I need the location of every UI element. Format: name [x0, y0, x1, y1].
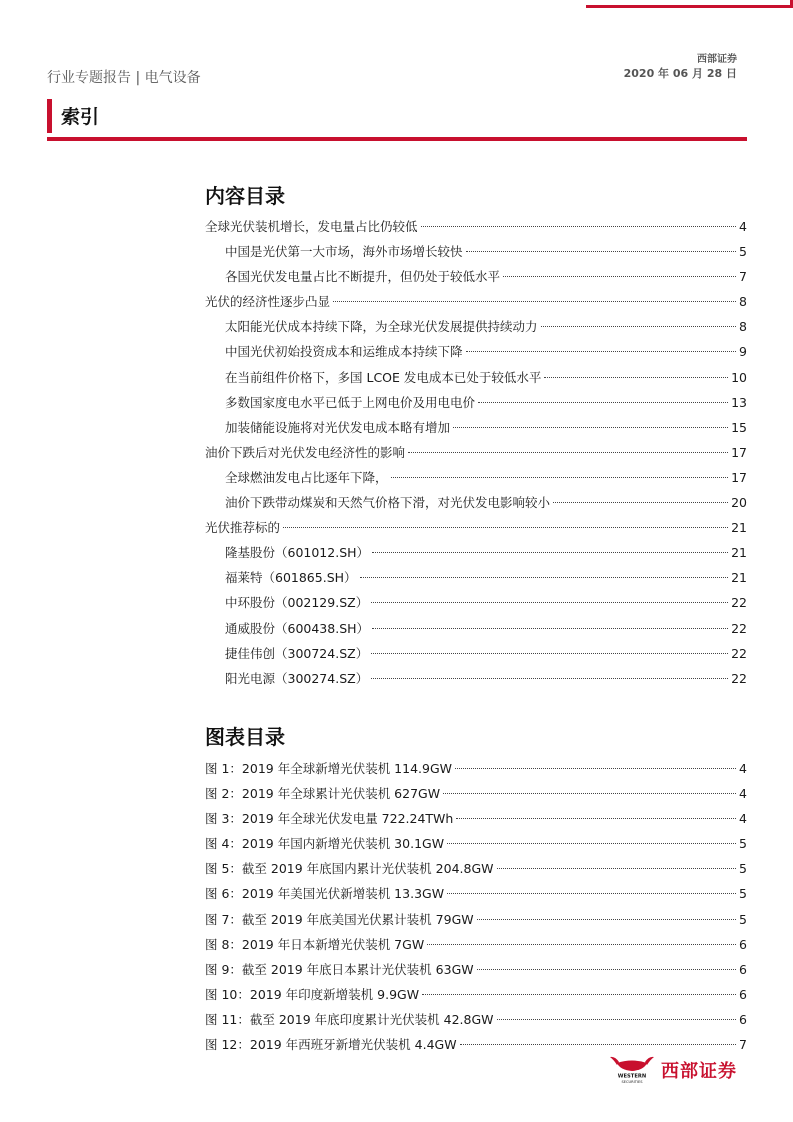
- toc-entry-page: 8: [739, 294, 747, 310]
- toc-entry-label: 图 5：截至 2019 年底国内累计光伏装机 204.8GW: [205, 861, 494, 877]
- contents-heading: 内容目录: [205, 184, 285, 208]
- toc-entry-page: 7: [739, 269, 747, 285]
- toc-entry-label: 光伏推荐标的: [205, 520, 281, 536]
- title-accent-bar: [47, 99, 52, 133]
- section-title-band: [47, 99, 747, 142]
- toc-entry-page: 4: [739, 761, 747, 776]
- toc-leader-dots: [427, 944, 736, 945]
- toc-entry-label: 全球光伏装机增长，发电量占比仍较低: [205, 219, 418, 234]
- toc-entry[interactable]: [205, 214, 747, 239]
- toc-entry[interactable]: [205, 856, 747, 881]
- logo-text-cn: 西部证券: [661, 1061, 737, 1082]
- toc-entry-label: 光伏的经济性逐步凸显: [205, 294, 331, 310]
- toc-leader-dots: [408, 452, 728, 453]
- toc-leader-dots: [466, 351, 737, 352]
- footer-logo: [607, 1054, 752, 1084]
- toc-entry-label: 图 2：2019 年全球累计光伏装机 627GW: [205, 786, 441, 802]
- toc-entry-label: 全球燃油发电占比逐年下降，: [225, 469, 388, 485]
- toc-entry[interactable]: [205, 339, 747, 364]
- toc-entry[interactable]: [205, 239, 747, 264]
- toc-entry-label: 图 10：2019 年印度新增装机 9.9GW: [205, 986, 420, 1002]
- toc-entry[interactable]: [205, 264, 747, 289]
- toc-entry-label: 图 4：2019 年国内新增光伏装机 30.1GW: [205, 836, 445, 852]
- toc-entry-page: 4: [739, 219, 747, 234]
- title-rule: [47, 137, 747, 141]
- toc-entry-page: 10: [731, 369, 747, 385]
- toc-entry-label: 各国光伏发电量占比不断提升，但仍处于较低水平: [225, 269, 501, 285]
- toc-entry-label: 太阳能光伏成本持续下降，为全球光伏发展提供持续动力: [225, 319, 538, 335]
- toc-entry-label: 隆基股份（601012.SH）: [225, 545, 370, 561]
- toc-leader-dots: [391, 477, 729, 478]
- toc-entry-page: 6: [739, 986, 747, 1002]
- toc-entry-page: 4: [739, 786, 747, 802]
- header-accent-bar: [586, 5, 793, 8]
- toc-entry-page: 20: [731, 495, 747, 511]
- toc-entry-label: 通威股份（600438.SH）: [225, 620, 370, 636]
- toc-entry[interactable]: [205, 565, 747, 590]
- toc-entry-page: 5: [739, 886, 747, 902]
- toc-entry[interactable]: [205, 932, 747, 957]
- toc-leader-dots: [360, 577, 729, 578]
- toc-leader-dots: [456, 818, 736, 819]
- contents-list: [205, 214, 747, 691]
- toc-entry-label: 油价下跌带动煤炭和天然气价格下滑，对光伏发电影响较小: [225, 495, 551, 511]
- toc-entry[interactable]: [205, 590, 747, 615]
- toc-entry-label: 阳光电源（300274.SZ）: [225, 670, 369, 686]
- bull-logo-icon: [607, 1054, 657, 1084]
- toc-entry-page: 22: [731, 670, 747, 686]
- toc-entry[interactable]: [205, 490, 747, 515]
- toc-entry-page: 21: [731, 545, 747, 561]
- toc-leader-dots: [447, 843, 736, 844]
- toc-leader-dots: [371, 678, 728, 679]
- section-title: 索引: [61, 106, 100, 128]
- toc-entry[interactable]: [205, 756, 747, 781]
- toc-entry-page: 6: [739, 961, 747, 977]
- toc-entry[interactable]: [205, 1007, 747, 1032]
- toc-leader-dots: [422, 994, 736, 995]
- report-date: 2020 年 06 月 28 日: [623, 67, 737, 80]
- toc-entry-page: 5: [739, 861, 747, 877]
- toc-entry-page: 13: [731, 394, 747, 410]
- toc-entry-page: 8: [739, 319, 747, 335]
- toc-entry[interactable]: [205, 540, 747, 565]
- toc-entry-label: 图 7：截至 2019 年底美国光伏累计装机 79GW: [205, 911, 474, 927]
- toc-leader-dots: [553, 502, 728, 503]
- toc-entry-page: 15: [731, 419, 747, 435]
- toc-leader-dots: [372, 552, 728, 553]
- toc-entry-label: 图 12：2019 年西班牙新增光伏装机 4.4GW: [205, 1037, 457, 1053]
- toc-entry[interactable]: [205, 781, 747, 806]
- toc-entry[interactable]: [205, 289, 747, 314]
- toc-entry-label: 中国光伏初始投资成本和运维成本持续下降: [225, 344, 463, 360]
- toc-entry-label: 福莱特（601865.SH）: [225, 570, 357, 586]
- toc-entry[interactable]: [205, 440, 747, 465]
- toc-entry-page: 9: [739, 344, 747, 360]
- toc-entry[interactable]: [205, 365, 747, 390]
- toc-leader-dots: [497, 868, 737, 869]
- toc-leader-dots: [460, 1044, 736, 1045]
- toc-leader-dots: [447, 893, 736, 894]
- toc-leader-dots: [333, 301, 736, 302]
- toc-entry-page: 22: [731, 645, 747, 661]
- toc-leader-dots: [371, 653, 728, 654]
- toc-entry[interactable]: [205, 881, 747, 906]
- toc-entry[interactable]: [205, 806, 747, 831]
- toc-entry[interactable]: [205, 390, 747, 415]
- toc-entry[interactable]: [205, 314, 747, 339]
- toc-leader-dots: [455, 768, 736, 769]
- toc-leader-dots: [544, 377, 728, 378]
- toc-entry-label: 图 1：2019 年全球新增光伏装机 114.9GW: [205, 761, 453, 776]
- toc-entry-page: 17: [731, 469, 747, 485]
- toc-entry[interactable]: [205, 831, 747, 856]
- toc-entry-page: 4: [739, 811, 747, 827]
- toc-entry-label: 图 3：2019 年全球光伏发电量 722.24TWh: [205, 811, 454, 827]
- toc-leader-dots: [478, 402, 728, 403]
- report-type: 行业专题报告 | 电气设备: [47, 70, 201, 86]
- toc-leader-dots: [283, 527, 728, 528]
- toc-leader-dots: [541, 326, 737, 327]
- toc-entry-page: 17: [731, 444, 747, 460]
- toc-entry[interactable]: [205, 907, 747, 932]
- toc-entry-label: 图 11：截至 2019 年底印度累计光伏装机 42.8GW: [205, 1011, 494, 1027]
- toc-entry[interactable]: [205, 666, 747, 691]
- toc-entry[interactable]: [205, 465, 747, 490]
- toc-leader-dots: [477, 969, 736, 970]
- toc-leader-dots: [477, 919, 736, 920]
- toc-entry-label: 在当前组件价格下，多国 LCOE 发电成本已处于较低水平: [225, 369, 542, 385]
- toc-entry-label: 图 6：2019 年美国光伏新增装机 13.3GW: [205, 886, 445, 902]
- toc-entry-page: 22: [731, 595, 747, 611]
- figures-list: [205, 756, 747, 1057]
- toc-entry-label: 油价下跌后对光伏发电经济性的影响: [205, 444, 406, 460]
- toc-entry[interactable]: [205, 515, 747, 540]
- toc-entry-page: 5: [739, 836, 747, 852]
- toc-leader-dots: [497, 1019, 737, 1020]
- toc-entry-page: 5: [739, 244, 747, 260]
- toc-entry[interactable]: [205, 641, 747, 666]
- toc-entry-label: 中环股份（002129.SZ）: [225, 595, 369, 611]
- logo-text-securities: SECURITIES: [621, 1080, 643, 1084]
- toc-entry-page: 7: [739, 1037, 747, 1053]
- toc-entry-page: 21: [731, 520, 747, 536]
- figures-heading: 图表目录: [205, 725, 285, 749]
- logo-text-western: WESTERN: [617, 1073, 647, 1080]
- header-company: 西部证券: [697, 54, 737, 65]
- toc-entry-label: 多数国家度电水平已低于上网电价及用电电价: [225, 394, 476, 410]
- toc-leader-dots: [421, 226, 737, 227]
- toc-entry-page: 6: [739, 1011, 747, 1027]
- toc-leader-dots: [453, 427, 728, 428]
- toc-entry-label: 图 8：2019 年日本新增光伏装机 7GW: [205, 936, 425, 952]
- toc-entry[interactable]: [205, 957, 747, 982]
- toc-entry-label: 图 9：截至 2019 年底日本累计光伏装机 63GW: [205, 961, 474, 977]
- toc-entry-page: 5: [739, 911, 747, 927]
- toc-leader-dots: [466, 251, 737, 252]
- toc-entry-page: 22: [731, 620, 747, 636]
- toc-leader-dots: [372, 628, 728, 629]
- toc-entry[interactable]: [205, 982, 747, 1007]
- toc-entry-label: 捷佳伟创（300724.SZ）: [225, 645, 369, 661]
- toc-entry-page: 21: [731, 570, 747, 586]
- toc-entry[interactable]: [205, 415, 747, 440]
- toc-entry[interactable]: [205, 616, 747, 641]
- toc-leader-dots: [443, 793, 736, 794]
- toc-entry-label: 加装储能设施将对光伏发电成本略有增加: [225, 419, 451, 435]
- toc-leader-dots: [503, 276, 736, 277]
- toc-entry-label: 中国是光伏第一大市场，海外市场增长较快: [225, 244, 463, 260]
- toc-entry-page: 6: [739, 936, 747, 952]
- toc-leader-dots: [371, 602, 728, 603]
